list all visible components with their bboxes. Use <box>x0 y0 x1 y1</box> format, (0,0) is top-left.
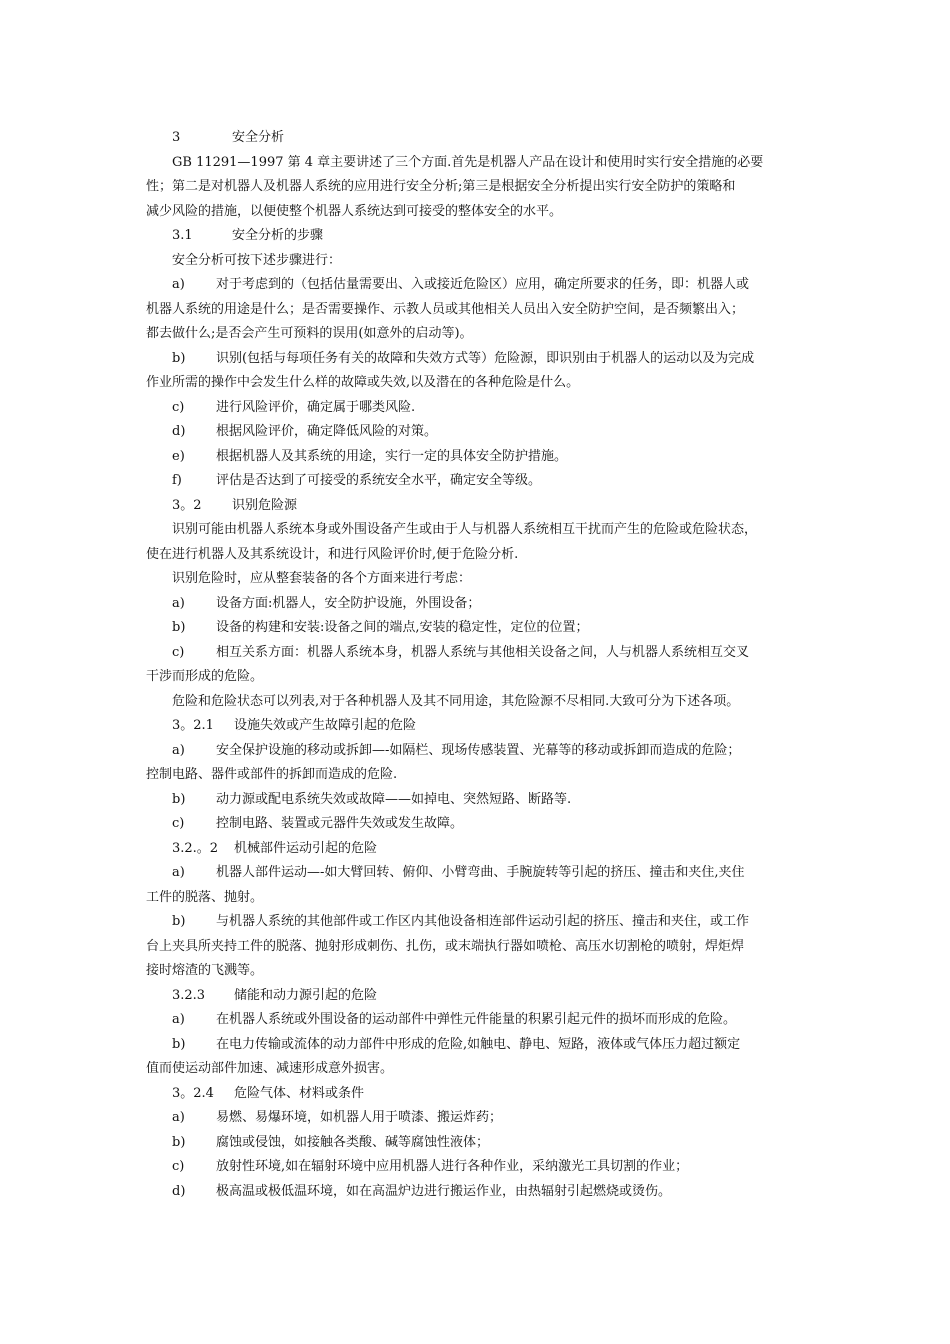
line-text: GB 11291—1997 第 4 章主要讲述了三个方面.首先是机器人产品在设计和使用时实行安全措施的必要 <box>172 154 764 170</box>
line-text: 易燃、易爆环境，如机器人用于喷漆、搬运炸药； <box>216 1110 503 1125</box>
section-heading <box>146 714 810 739</box>
text-line <box>146 739 810 764</box>
text-line <box>146 690 810 715</box>
line-text: 作业所需的操作中会发生什么样的故障或失效,以及潜在的各种危险是什么。 <box>146 375 580 390</box>
text-line <box>146 616 810 641</box>
section-heading <box>146 837 810 862</box>
text-line <box>146 1155 810 1180</box>
text-line <box>146 518 810 543</box>
section-title: 机械部件运动引起的危险 <box>234 840 378 856</box>
line-text: 识别(包括与每项任务有关的故障和失效方式等）危险源，即识别由于机器人的运动以及为完成 <box>216 350 755 366</box>
line-text: 安全保护设施的移动或拆卸—-如隔栏、现场传感装置、光幕等的移动或拆卸而造成的危险； <box>216 742 741 758</box>
section-title: 安全分析 <box>232 130 285 145</box>
line-text: 极高温或极低温环境，如在高温炉边进行搬运作业，由热辐射引起燃烧或烫伤。 <box>216 1183 672 1199</box>
section-number: 3.2.。2 <box>172 840 219 856</box>
line-text: 评估是否达到了可接受的系统安全水平，确定安全等级。 <box>216 473 542 488</box>
line-text: 接时熔渣的飞溅等。 <box>146 963 264 978</box>
section-title: 识别危险源 <box>232 497 298 513</box>
text-line <box>146 249 810 274</box>
line-text: 与机器人系统的其他部件或工作区内其他设备相连部件运动引起的挤压、撞击和夹住，或工作 <box>216 914 750 929</box>
list-marker: f) <box>172 473 182 488</box>
line-text: 对于考虑到的（包括估量需要出、入或接近危险区）应用，确定所要求的任务，即：机器人或 <box>216 277 750 292</box>
line-text: 在电力传输或流体的动力部件中形成的危险,如触电、静电、短路，液体或气体压力超过额定 <box>216 1036 741 1052</box>
text-line <box>146 273 810 298</box>
line-text: 控制电路、装置或元器件失效或发生故障。 <box>216 816 464 831</box>
list-marker: a) <box>172 865 185 880</box>
section-title: 储能和动力源引起的危险 <box>234 987 378 1003</box>
line-text: 安全分析可按下述步骤进行： <box>172 252 342 268</box>
line-text: 台上夹具所夹持工件的脱落、抛射形成刺伤、扎伤，或末端执行器如喷枪、高压水切割枪的喷射，焊炬焊 <box>146 938 745 954</box>
list-marker: a) <box>172 1012 185 1027</box>
text-line <box>146 763 810 788</box>
line-text: 减少风险的措施，以便使整个机器人系统达到可接受的整体安全的水平。 <box>146 203 563 219</box>
section-heading <box>146 224 810 249</box>
text-line <box>146 665 810 690</box>
text-line <box>146 910 810 935</box>
section-heading <box>146 126 810 151</box>
text-line <box>146 543 810 568</box>
line-text: 根据风险评价，确定降低风险的对策。 <box>216 424 438 439</box>
text-line <box>146 959 810 984</box>
list-marker: b) <box>172 1036 186 1052</box>
list-marker: a) <box>172 742 185 758</box>
text-line <box>146 1008 810 1033</box>
list-marker: e) <box>172 448 185 464</box>
section-number: 3 <box>172 130 181 145</box>
line-text: 识别危险时，应从整套装备的各个方面来进行考虑： <box>172 571 472 586</box>
text-line <box>146 788 810 813</box>
document-body <box>146 126 810 1204</box>
line-text: 干涉而形成的危险。 <box>146 669 264 684</box>
text-line <box>146 298 810 323</box>
text-line <box>146 175 810 200</box>
list-marker: b) <box>172 791 186 807</box>
section-number: 3.2.3 <box>172 987 206 1003</box>
text-line <box>146 886 810 911</box>
text-line <box>146 420 810 445</box>
line-text: 机器人部件运动—-如大臂回转、俯仰、小臂弯曲、手腕旋转等引起的挤压、撞击和夹住,夹住 <box>216 865 745 880</box>
list-marker: b) <box>172 620 186 635</box>
line-text: 识别可能由机器人系统本身或外围设备产生或由于人与机器人系统相互干扰而产生的危险或危险状态， <box>172 522 758 537</box>
text-line <box>146 347 810 372</box>
text-line <box>146 1131 810 1156</box>
text-line <box>146 151 810 176</box>
list-marker: b) <box>172 1134 186 1150</box>
section-title: 设施失效或产生故障引起的危险 <box>234 718 417 733</box>
text-line <box>146 200 810 225</box>
section-title: 危险气体、材料或条件 <box>234 1085 365 1101</box>
line-text: 设备方面:机器人，安全防护设施，外围设备； <box>216 595 481 611</box>
line-text: 进行风险评价，确定属于哪类风险. <box>216 399 416 415</box>
list-marker: b) <box>172 914 186 929</box>
list-marker: a) <box>172 277 185 292</box>
section-title: 安全分析的步骤 <box>232 228 324 243</box>
text-line <box>146 861 810 886</box>
line-text: 性；第二是对机器人及机器人系统的应用进行安全分析;第三是根据安全分析提出实行安全防护的策略和 <box>146 179 736 194</box>
section-heading <box>146 984 810 1009</box>
list-marker: d) <box>172 1183 186 1199</box>
list-marker: b) <box>172 350 186 366</box>
section-number: 3。2 <box>172 497 202 513</box>
line-text: 控制电路、器件或部件的拆卸而造成的危险. <box>146 767 398 782</box>
list-marker: d) <box>172 424 186 439</box>
text-line <box>146 445 810 470</box>
section-heading <box>146 494 810 519</box>
section-number: 3。2.1 <box>172 718 214 733</box>
line-text: 工件的脱落、抛射。 <box>146 889 264 905</box>
text-line <box>146 371 810 396</box>
line-text: 腐蚀或侵蚀，如接触各类酸、碱等腐蚀性液体； <box>216 1134 490 1150</box>
list-marker: c) <box>172 816 185 831</box>
text-line <box>146 469 810 494</box>
line-text: 都去做什么;是否会产生可预料的误用(如意外的启动等)。 <box>146 326 473 341</box>
text-line <box>146 1033 810 1058</box>
text-line <box>146 935 810 960</box>
line-text: 相互关系方面：机器人系统本身，机器人系统与其他相关设备之间，人与机器人系统相互交叉 <box>216 644 750 660</box>
line-text: 设备的构建和安装:设备之间的端点,安装的稳定性，定位的位置； <box>216 620 589 635</box>
line-text: 值而使运动部件加速、减速形成意外损害。 <box>146 1061 394 1076</box>
list-marker: c) <box>172 644 185 660</box>
text-line <box>146 322 810 347</box>
text-line <box>146 641 810 666</box>
line-text: 在机器人系统或外围设备的运动部件中弹性元件能量的积累引起元件的损坏而形成的危险。 <box>216 1012 737 1027</box>
line-text: 动力源或配电系统失效或故障——如掉电、突然短路、断路等. <box>216 791 572 807</box>
text-line <box>146 1057 810 1082</box>
line-text: 机器人系统的用途是什么；是否需要操作、示教人员或其他相关人员出入安全防护空间，是否频繁出入； <box>146 301 745 317</box>
text-line <box>146 396 810 421</box>
text-line <box>146 1106 810 1131</box>
text-line <box>146 592 810 617</box>
list-marker: a) <box>172 595 185 611</box>
text-line <box>146 567 810 592</box>
line-text: 放射性环境,如在辐射环境中应用机器人进行各种作业，采纳激光工具切割的作业； <box>216 1159 689 1174</box>
line-text: 危险和危险状态可以列表,对于各种机器人及其不同用途，其危险源不尽相同.大致可分为下述各项。 <box>172 693 740 709</box>
section-number: 3.1 <box>172 228 193 243</box>
section-heading <box>146 1082 810 1107</box>
list-marker: c) <box>172 1159 185 1174</box>
line-text: 根据机器人及其系统的用途，实行一定的具体安全防护措施。 <box>216 448 568 464</box>
text-line <box>146 812 810 837</box>
list-marker: a) <box>172 1110 185 1125</box>
list-marker: c) <box>172 399 185 415</box>
section-number: 3。2.4 <box>172 1085 214 1101</box>
line-text: 使在进行机器人及其系统设计，和进行风险评价时,便于危险分析. <box>146 546 519 562</box>
text-line <box>146 1180 810 1205</box>
